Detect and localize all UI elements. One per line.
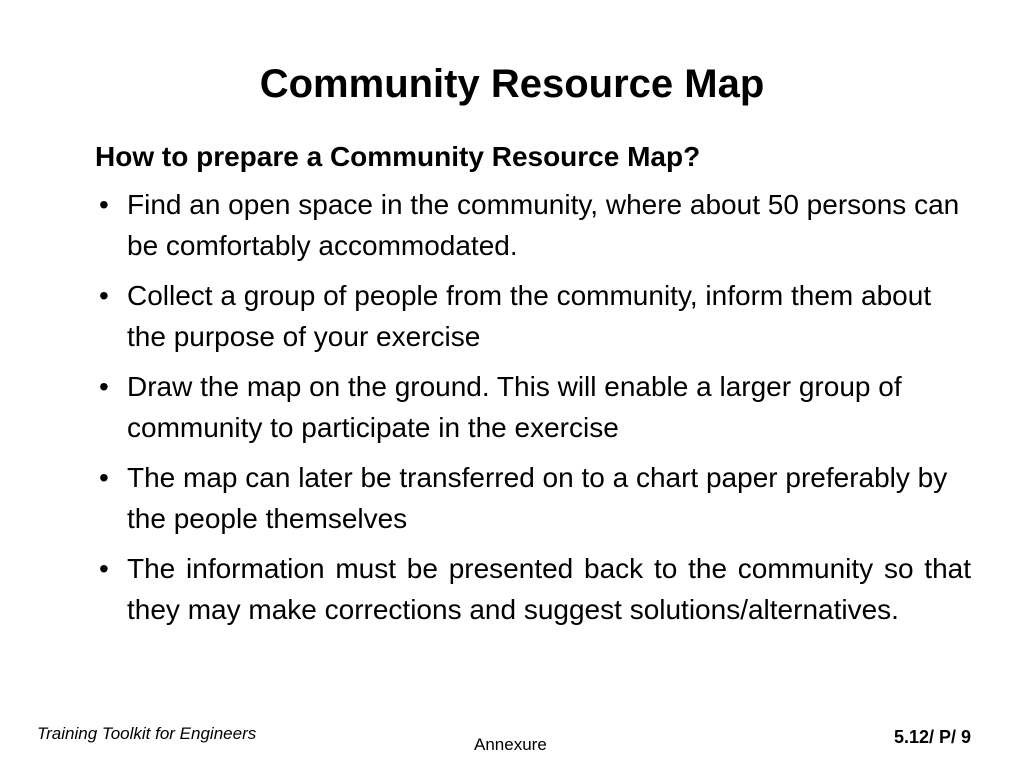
bullet-dot-icon: • (99, 553, 109, 584)
bullet-text: Draw the map on the ground. This will enable a larger group of community to participate in the exercise (127, 371, 902, 443)
bullet-dot-icon: • (99, 371, 109, 402)
bullet-item (95, 548, 971, 630)
bullet-dot-icon: • (99, 189, 109, 220)
bullet-dot-icon: • (99, 462, 109, 493)
bullet-item (95, 275, 971, 357)
bullet-item (95, 184, 971, 266)
bullet-text: The map can later be transferred on to a chart paper preferably by the people themselves (127, 462, 948, 534)
bullet-item (95, 457, 971, 539)
bullet-text: The information must be presented back to the community so that they may make corrections and suggest solutions/alternatives. (127, 553, 971, 625)
bullet-text: Find an open space in the community, where about 50 persons can be comfortably accommodated. (127, 189, 960, 261)
footer-section: Annexure (474, 735, 547, 754)
footer-page-number: 5.12/ P/ 9 (893, 727, 971, 747)
bullet-text: Collect a group of people from the community, inform them about the purpose of your exercise (127, 280, 932, 352)
bullet-item (95, 366, 971, 448)
bullet-dot-icon: • (99, 280, 109, 311)
footer-course-title: Training Toolkit for Engineers (37, 724, 257, 743)
bullet-list (95, 184, 971, 639)
slide-title: Community Resource Map (259, 62, 765, 106)
slide-subheading: How to prepare a Community Resource Map? (95, 141, 701, 172)
